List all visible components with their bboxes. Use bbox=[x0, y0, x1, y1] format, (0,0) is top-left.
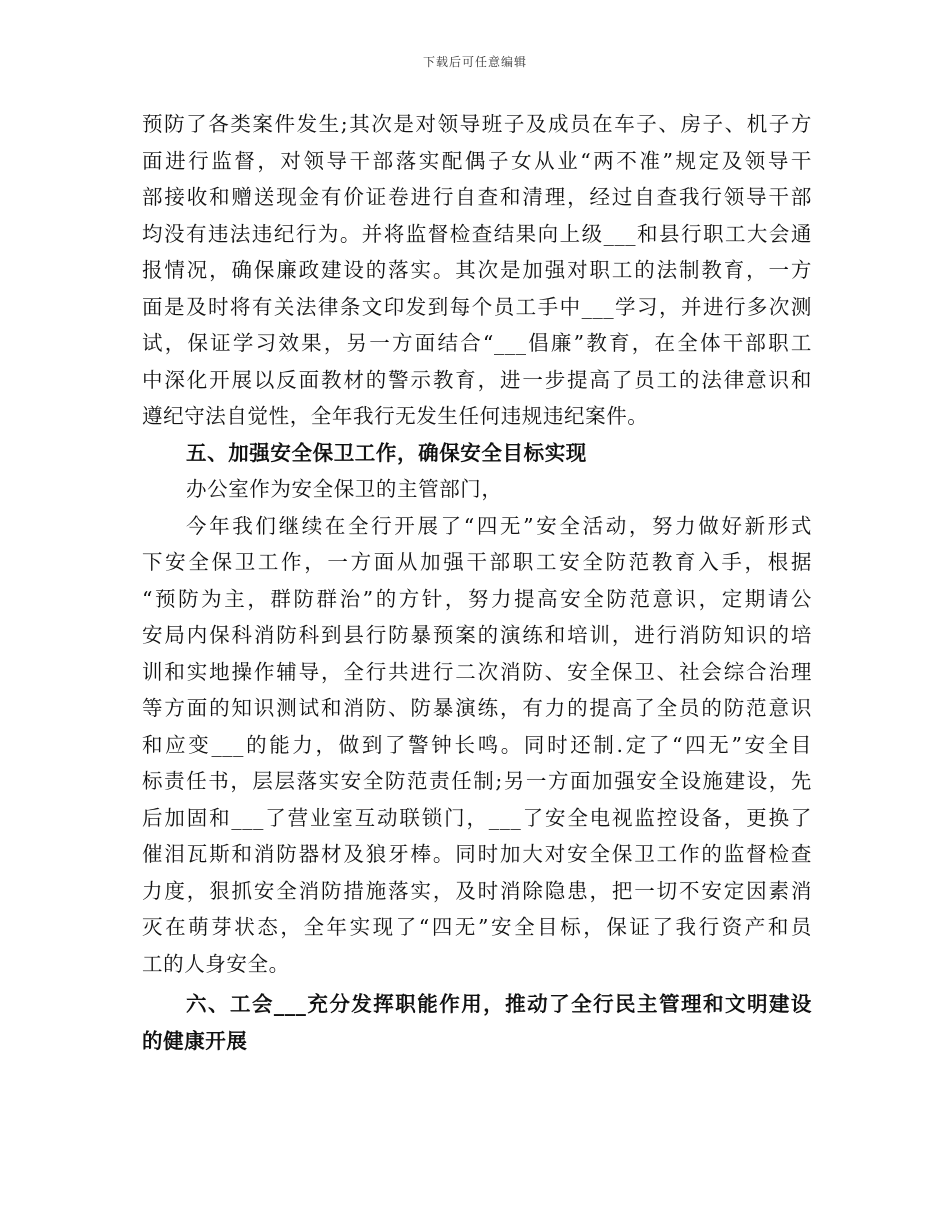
text-line: 灭在萌芽状态，全年实现了“四无”安全目标，保证了我行资产和员 bbox=[142, 915, 812, 939]
text-line: 工的人身安全。 bbox=[142, 951, 290, 976]
text-line: 安局内保科消防科到县行防暴预案的演练和培训，进行消防知识的培 bbox=[142, 623, 812, 647]
text-line: 中深化开展以反面教材的警示教育，进一步提高了员工的法律意识和 bbox=[142, 367, 812, 392]
heading-line: 六、工会___充分发挥职能作用，推动了全行民主管理和文明建设 bbox=[186, 992, 812, 1016]
section-heading-5: 五、加强安全保卫工作，确保安全目标实现 bbox=[186, 440, 587, 465]
paragraph-office: 办公室作为安全保卫的主管部门， bbox=[186, 477, 503, 501]
text-line: 标责任书，层层落实安全防范责任制;另一方面加强安全设施建设，先 bbox=[142, 769, 812, 793]
paragraph-security bbox=[142, 508, 812, 983]
paragraph-supervision bbox=[142, 106, 812, 435]
text-line: 面是及时将有关法律条文印发到每个员工手中___学习，并进行多次测 bbox=[142, 294, 812, 319]
text-line: 均没有违法违纪行为。并将监督检查结果向上级___和县行职工大会通 bbox=[142, 221, 812, 246]
document-body bbox=[142, 106, 812, 1059]
text-line: 试，保证学习效果，另一方面结合“___倡廉”教育，在全体干部职工 bbox=[142, 331, 812, 355]
text-line: 面进行监督，对领导干部落实配偶子女从业“两不准”规定及领导干 bbox=[142, 148, 812, 173]
heading-line: 的健康开展 bbox=[142, 1028, 248, 1053]
text-line: 遵纪守法自觉性，全年我行无发生任何违规违纪案件。 bbox=[142, 404, 649, 428]
text-line: 报情况，确保廉政建设的落实。其次是加强对职工的法制教育，一方 bbox=[142, 258, 812, 282]
text-line: “预防为主，群防群治”的方针，努力提高安全防范意识，定期请公 bbox=[142, 586, 812, 611]
section-heading-6 bbox=[142, 986, 812, 1059]
page-header: 下载后可任意编辑 bbox=[422, 55, 527, 69]
text-line: 今年我们继续在全行开展了“四无”安全活动，努力做好新形式 bbox=[186, 513, 812, 538]
text-line: 力度，狠抓安全消防措施落实，及时消除隐患，把一切不安定因素消 bbox=[142, 878, 812, 903]
text-line: 训和实地操作辅导，全行共进行二次消防、安全保卫、社会综合治理 bbox=[142, 659, 812, 684]
text-line: 部接收和赠送现金有价证卷进行自查和清理，经过自查我行领导干部 bbox=[142, 185, 812, 209]
text-line: 后加固和___了营业室互动联锁门，___了安全电视监控设备，更换了 bbox=[142, 805, 812, 830]
text-line: 下安全保卫工作，一方面从加强干部职工安全防范教育入手，根据 bbox=[142, 550, 812, 574]
text-line: 预防了各类案件发生;其次是对领导班子及成员在车子、房子、机子方 bbox=[142, 112, 812, 136]
text-line: 催泪瓦斯和消防器材及狼牙棒。同时加大对安全保卫工作的监督检查 bbox=[142, 842, 812, 866]
text-line: 和应变___的能力，做到了警钟长鸣。同时还制.定了“四无”安全目 bbox=[142, 732, 812, 757]
text-line: 等方面的知识测试和消防、防暴演练，有力的提高了全员的防范意识 bbox=[142, 696, 812, 720]
